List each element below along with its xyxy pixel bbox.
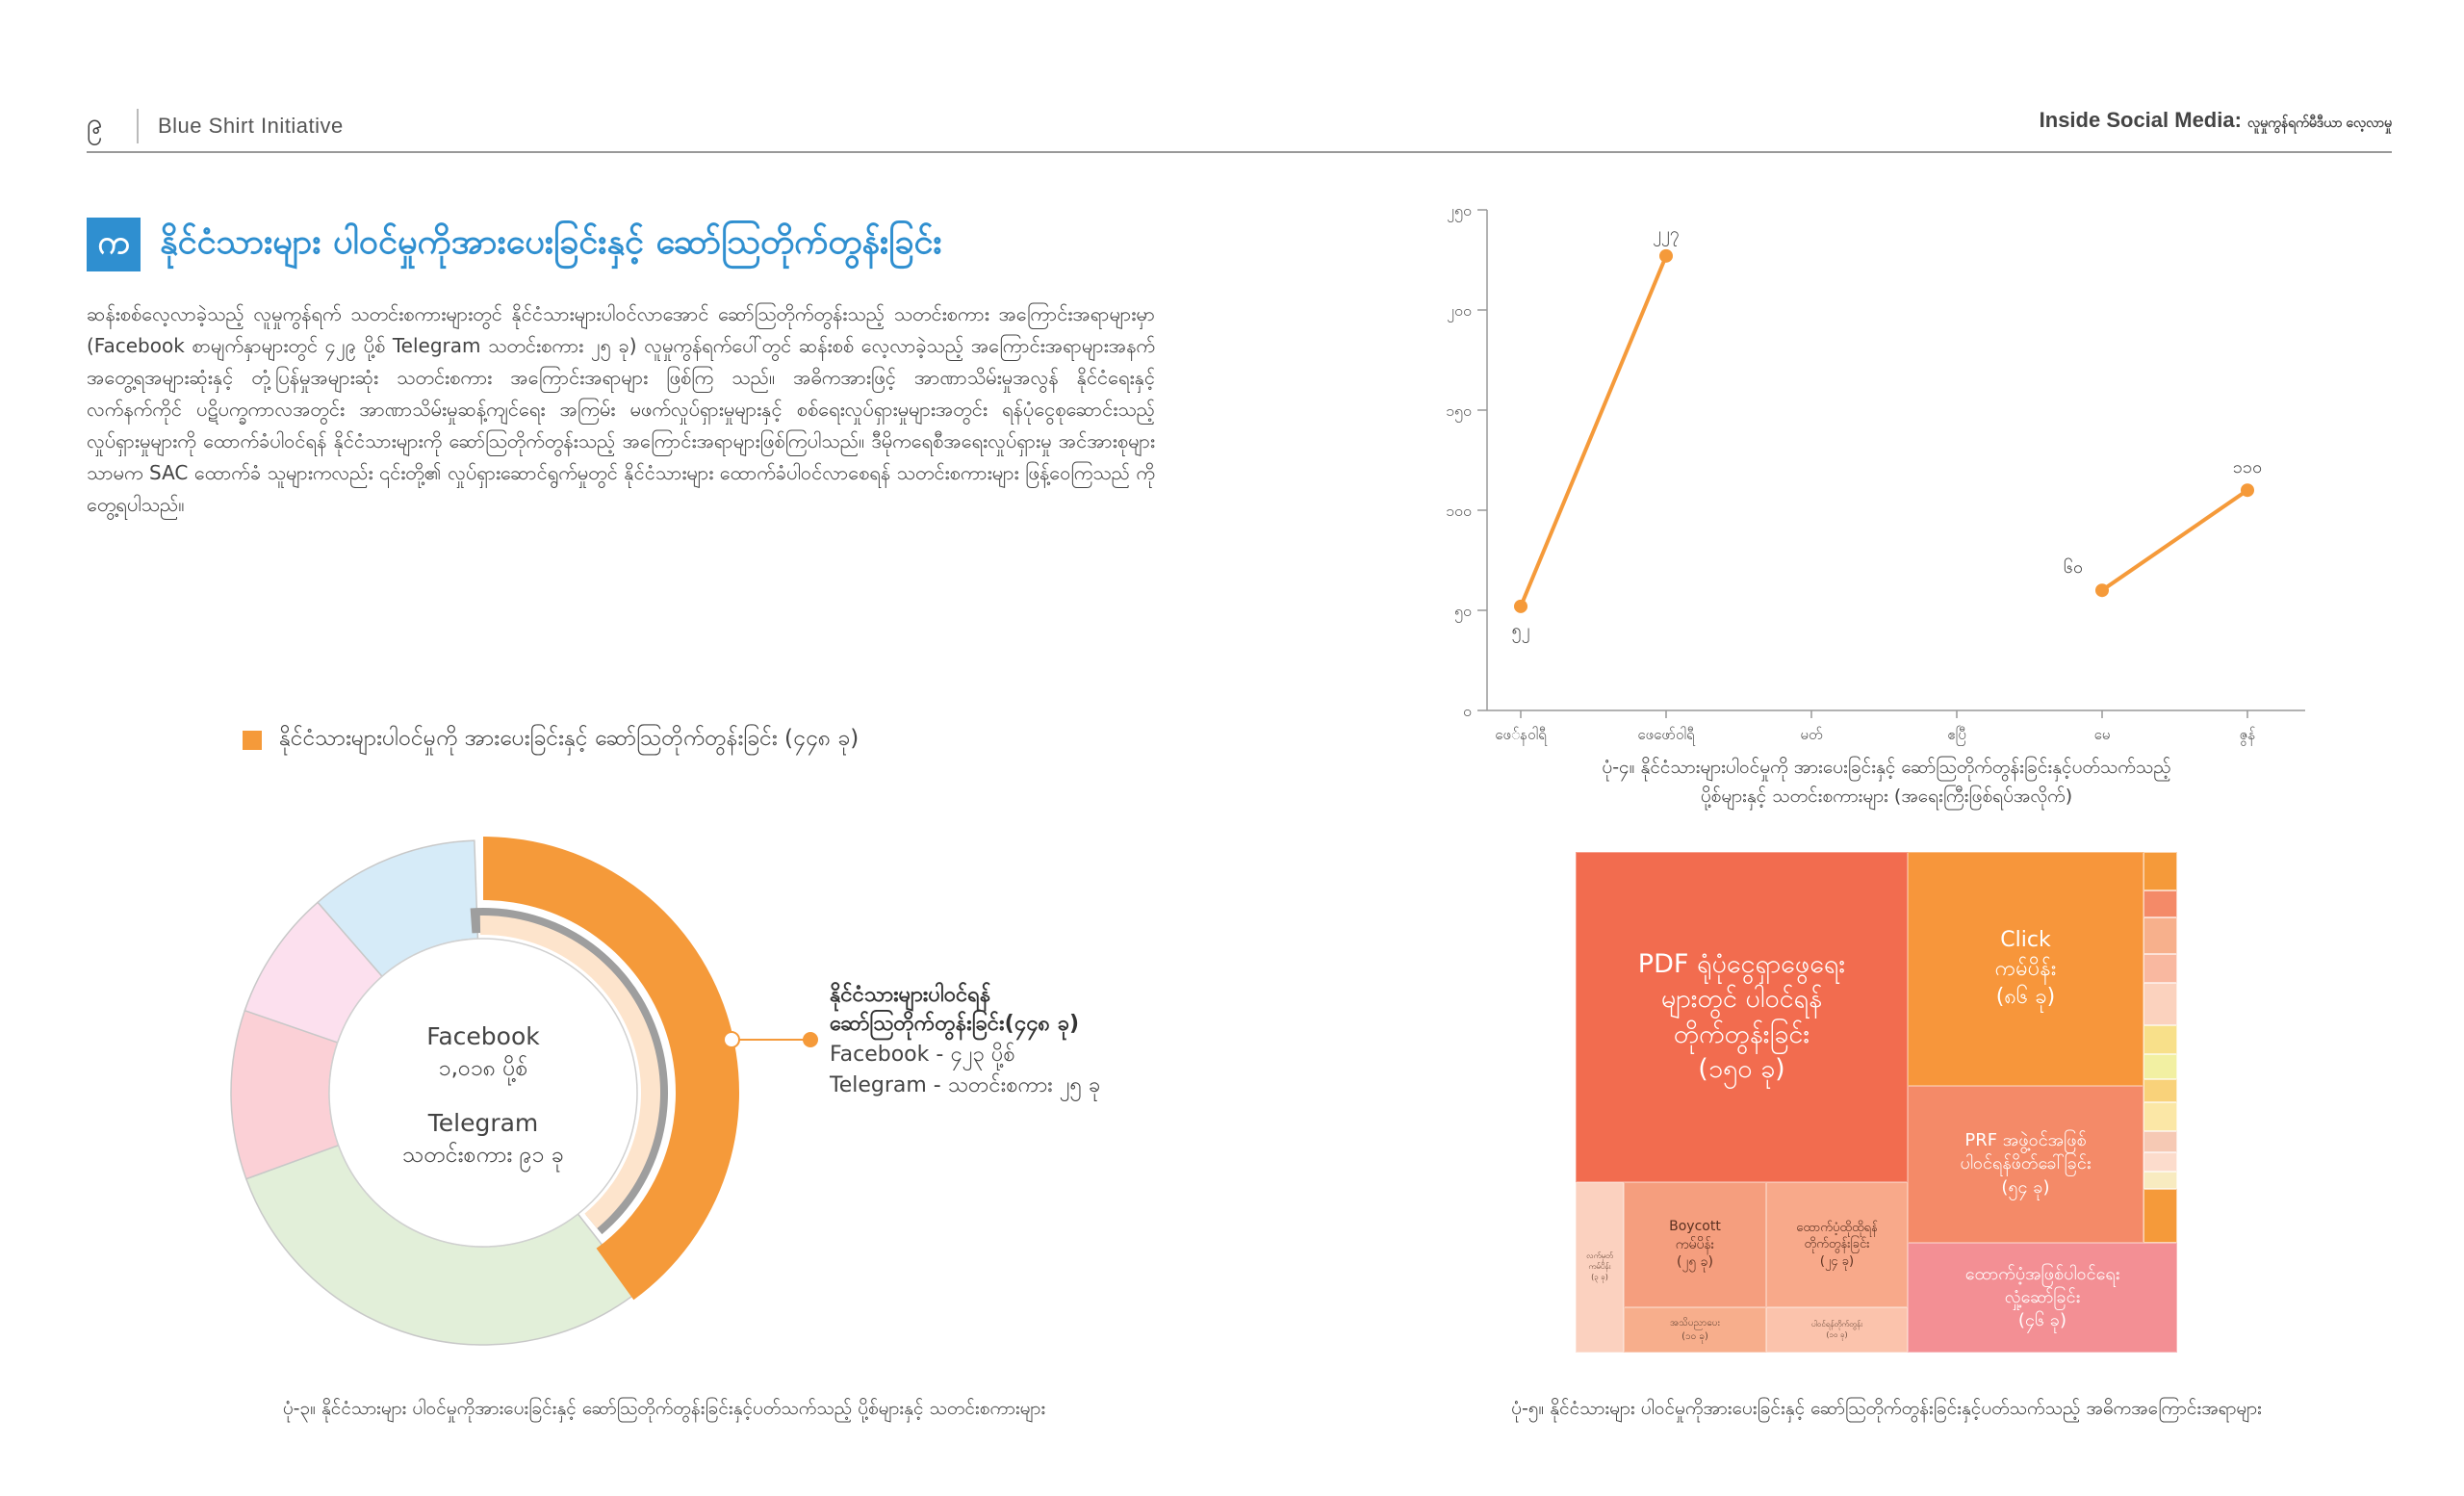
treemap-strip-cell — [2143, 1025, 2177, 1054]
data-label: ၆၀ — [2063, 557, 2084, 579]
treemap-strip-cell — [2143, 1079, 2177, 1102]
treemap-label: အသိပညာပေး — [1669, 1318, 1720, 1328]
treemap-label: Click — [2000, 927, 2051, 952]
x-tick-label: မတ် — [1800, 726, 1823, 743]
treemap-label: ပါဝင်ရန်ဖိတ်ခေါ်ခြင်း — [1960, 1153, 2092, 1174]
y-tick-label: ၁၀၀ — [1446, 502, 1472, 520]
callout-facebook: Facebook - ၄၂၃ ပို့စ် — [830, 1043, 1015, 1067]
treemap-strip-cell — [2143, 890, 2177, 917]
treemap-strip-cell — [2143, 917, 2177, 954]
treemap-label: (၈၆ ခု) — [1995, 985, 2056, 1010]
treemap-block-pdf — [1576, 852, 1908, 1182]
donut-center-telegram: Telegram — [427, 1109, 539, 1137]
brand-name: Blue Shirt Initiative — [158, 113, 344, 138]
legend-label: နိုင်ငံသားများပါဝင်မှုကို အားပေးခြင်းနှင့် ဆော်သြတိုက်တွန်းခြင်း (၄၄၈ ခု) — [279, 726, 860, 751]
treemap-block-boycott — [1624, 1182, 1766, 1307]
section-heading: နိုင်ငံသားများ ပါဝင်မှုကိုအားပေးခြင်းနှင့် ဆော်သြတိုက်တွန်းခြင်း — [160, 222, 942, 262]
treemap-label: လှုံ့ဆော်ခြင်း — [2004, 1286, 2081, 1307]
data-point — [2241, 483, 2254, 497]
section-marker: က — [87, 218, 141, 271]
treemap-label: PDF ရုံပုံငွေရှာဖွေရေး — [1637, 948, 1846, 979]
treemap-label: (၂၅ ခု) — [1676, 1254, 1713, 1271]
data-label: ၁၁၀ — [2232, 457, 2263, 478]
treemap-caption: ပုံ-၅။ နိုင်ငံသားများ ပါဝင်မှုကိုအားပေးခြင်းနှင့် ဆော်သြတိုက်တွန်းခြင်းနှင့်ပတ်သက်သည့် အဓိကအကြောင်းအရာများ — [1511, 1398, 2262, 1419]
treemap-strip-cell — [2143, 1172, 2177, 1189]
treemap-strip-cell — [2143, 954, 2177, 983]
treemap-label: (၂၄ ခု) — [1819, 1253, 1855, 1269]
treemap-block-support — [1908, 1243, 2177, 1353]
series-line — [1521, 256, 1666, 606]
series-line — [2102, 490, 2247, 590]
treemap-strip-cell — [2143, 1152, 2177, 1172]
treemap-label: (၄၆ ခု) — [2017, 1310, 2067, 1331]
data-point — [1514, 600, 1527, 613]
data-point — [2095, 583, 2109, 597]
donut-center-telegram-count: သတင်းစကား ၉၁ ခု — [402, 1143, 564, 1168]
data-point — [1659, 249, 1673, 263]
treemap-strip-cell — [2143, 983, 2177, 1025]
treemap-label: တိုက်တွန်းခြင်း — [1804, 1237, 1870, 1252]
treemap-label: ကမ်ပိန်း — [1994, 956, 2057, 981]
donut-center-facebook: Facebook — [426, 1022, 540, 1050]
treemap-label: ကမ်ပိန်း — [1588, 1262, 1611, 1272]
y-tick-label: ၂၅၀ — [1447, 201, 1472, 219]
callout-title-2: ဆော်သြတိုက်တွန်းခြင်း(၄၄၈ ခု) — [830, 1012, 1080, 1036]
x-tick-label: ဇွန် — [2239, 726, 2256, 743]
treemap-strip-cell — [2143, 1189, 2177, 1243]
treemap-block-small1 — [1624, 1307, 1766, 1353]
line-caption-line-1: ပုံ-၄။ နိုင်ငံသားများပါဝင်မှုကို အားပေးခြင်းနှင့် ဆော်သြတိုက်တွန်းခြင်းနှင့်ပတ်သက်သည့် — [1602, 757, 2171, 778]
treemap-label: (၁၀ ခု) — [1681, 1330, 1708, 1342]
treemap-block-help — [1766, 1182, 1908, 1307]
treemap-label: လက်မှတ် — [1586, 1251, 1613, 1261]
x-tick-label: ဖေဖော်ဝါရီ — [1637, 726, 1695, 743]
treemap-label: ထောက်ပံ့အဖြစ်ပါဝင်ရေး — [1964, 1263, 2120, 1284]
treemap-label: ကမ်ပိန်း — [1675, 1236, 1715, 1252]
callout-telegram: Telegram - သတင်းစကား ၂၅ ခု — [830, 1073, 1101, 1097]
treemap-label: (၁၅၀ ခု) — [1698, 1053, 1785, 1084]
report-title-sub: လူမှုကွန်ရက်မီဒီယာ လေ့လာမှု — [2247, 115, 2392, 130]
line-caption-line-2: ပို့စ်များနှင့် သတင်းစကားများ (အရေးကြီးဖြစ်ရပ်အလိုက်) — [1700, 786, 2073, 807]
y-tick-label: ၅၀ — [1454, 602, 1472, 620]
treemap-label: တိုက်တွန်းခြင်း — [1673, 1019, 1810, 1049]
treemap-label: (၅၄ ခု) — [2001, 1176, 2050, 1198]
treemap-label: ပါဝင်ရန်တိုက်တွန်း — [1810, 1319, 1863, 1328]
treemap-label: (၁၀ ခု) — [1826, 1329, 1848, 1339]
y-tick-label: ၁၅၀ — [1446, 401, 1472, 420]
x-tick-label: မေ — [2093, 726, 2111, 743]
data-label: ၂၂၇ — [1653, 222, 1680, 244]
callout-title-1: နိုင်ငံသားများပါဝင်ရန် — [830, 983, 991, 1007]
x-tick-label: ဖေ်နဝါရီ — [1495, 726, 1547, 743]
treemap-strip-cell — [2143, 1131, 2177, 1152]
treemap-label: Boycott — [1669, 1218, 1721, 1234]
data-label: ၅၂ — [1511, 619, 1530, 640]
treemap-strip-cell — [2143, 1102, 2177, 1131]
page-number: ၉ — [87, 107, 103, 141]
y-tick-label: ၀ — [1463, 702, 1472, 720]
donut-center-facebook-count: ၁,၀၁၈ ပို့စ် — [438, 1056, 528, 1081]
y-tick-label: ၂၀၀ — [1447, 301, 1472, 320]
treemap-block-click — [1908, 852, 2143, 1086]
treemap-strip-cell — [2143, 852, 2177, 890]
treemap-label: (၃ ခု) — [1591, 1272, 1608, 1281]
donut-caption: ပုံ-၃။ နိုင်ငံသားများ ပါဝင်မှုကိုအားပေးခြင်းနှင့် ဆော်သြတိုက်တွန်းခြင်းနှင့်ပတ်သက်သည့် ပို့စ်များနှင့် သတင်းစကားများ — [282, 1398, 1046, 1419]
line-caption — [1424, 753, 2348, 811]
treemap-label: ထောက်ပံ့ထိုထိုရန် — [1796, 1220, 1878, 1235]
x-tick-label: ဧပြီ — [1947, 726, 1966, 743]
treemap-block-small2 — [1766, 1307, 1908, 1353]
treemap-label: PRF အဖွဲ့ဝင်အဖြစ် — [1964, 1130, 2087, 1151]
treemap-label: များတွင် ပါဝင်ရန် — [1660, 984, 1823, 1015]
treemap-block-left — [1576, 1182, 1624, 1353]
body-paragraph: ဆန်းစစ်လေ့လာခဲ့သည့် လူမှုကွန်ရက် သတင်းစကားများတွင် နိုင်ငံသားများပါဝင်လာအောင် ဆော်သြတိုက်တွန်းသည့် သတင်းစကား အကြောင်းအရာများမှာ (Facebook စာမျက်နှာများတွင် ၄၂၉ ပို့စ် Telegram သတင်းစကား ၂၅ ခု) လူမှုကွန်ရက်ပေါ်တွင် ဆန်းစစ် လေ့လာခဲ့သည့် အကြောင်းအရာများအနက် အတွေ့ရအများဆုံးနှင့် တုံ့ပြန်မှုအများဆုံး သတင်းစကား အကြောင်းအရာများ ဖြစ်ကြ သည်။ အဓိကအားဖြင့် အာဏာသိမ်းမှုအလွန် နိုင်ငံရေးနှင့် လက်နက်ကိုင် ပဋိပက္ခကာလအတွင်း အာဏာသိမ်းမှုဆန့်ကျင်ရေး အကြမ်း မဖက်လှုပ်ရှားမှုများနှင့် စစ်ရေးလှုပ်ရှားမှုများအတွင်း ရန်ပုံငွေစုဆောင်းသည့် လှုပ်ရှားမှုများကို ထောက်ခံပါဝင်ရန် နိုင်ငံသားများကို ဆော်သြတိုက်တွန်းသည့် အကြောင်းအရာများဖြစ်ကြပါသည်။ ဒီမိုကရေစီအရေးလှုပ်ရှားမှု အင်အားစုများသာမက SAC ထောက်ခံ သူများကလည်း ၎င်းတို့၏ လှုပ်ရှားဆောင်ရွက်မှုတွင် နိုင်ငံသားများ ထောက်ခံပါဝင်လာစေရန် သတင်းစကားများ ဖြန့်ဝေကြသည် ကိုတွေ့ရပါသည်။ — [87, 302, 1155, 516]
treemap-block-prf — [1908, 1086, 2143, 1243]
report-title-main: Inside Social Media: — [2039, 108, 2242, 132]
treemap-strip-cell — [2143, 1054, 2177, 1079]
